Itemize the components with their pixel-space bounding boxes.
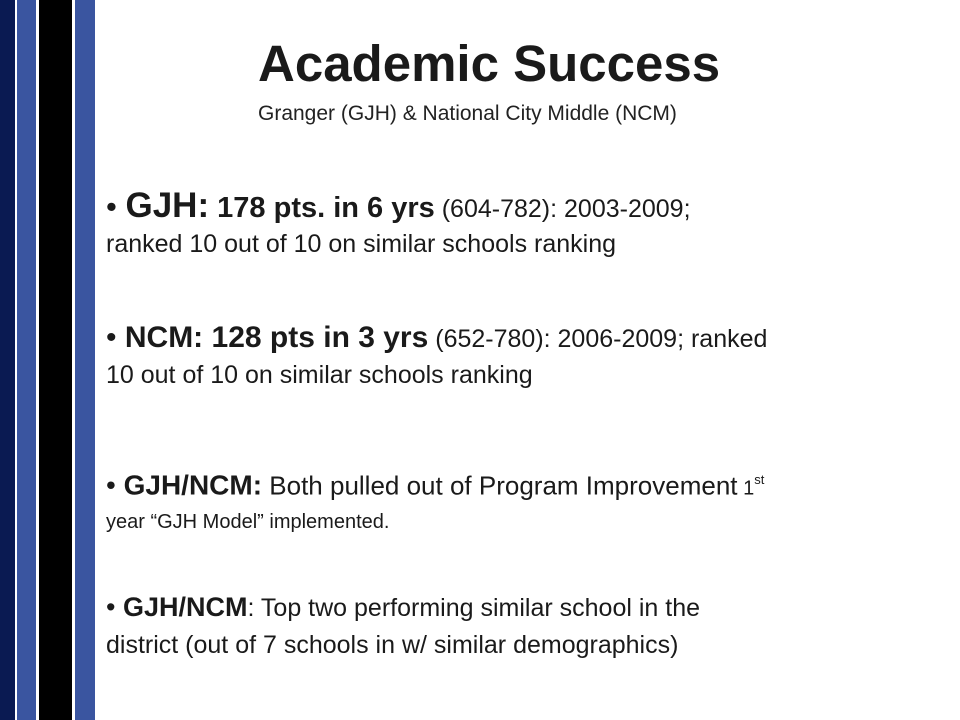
bullet-marker: • — [106, 469, 116, 501]
stripe-navy-1 — [0, 0, 15, 720]
bullet-text: (604-782): 2003-2009; — [434, 195, 691, 223]
bullet-program-improvement — [106, 460, 946, 536]
bullet-lead: GJH: — [125, 186, 210, 225]
stripe-blue-1 — [17, 0, 36, 720]
bullet-text: : Top two performing similar school in the — [247, 594, 700, 622]
bullet-text: Both pulled out of Program Improvement — [262, 470, 738, 501]
bullet-ordinal: 1 — [737, 477, 755, 500]
bullet-lead: GJH/NCM: — [123, 469, 263, 501]
slide-title: Academic Success — [258, 35, 721, 92]
bullet-text: (652-780): 2006-2009; ranked — [428, 325, 768, 353]
bullet-line2: ranked 10 out of 10 on similar schools ranking — [106, 230, 617, 258]
bullet-lead: GJH/NCM — [122, 592, 248, 622]
stripe-black — [39, 0, 72, 720]
bullet-gjh-points — [106, 186, 946, 259]
bullet-line2: year “GJH Model” implemented. — [106, 511, 390, 534]
slide-subtitle: Granger (GJH) & National City Middle (NCM) — [258, 102, 677, 125]
bullet-line2: district (out of 7 schools in w/ similar demographics) — [106, 631, 679, 659]
bullet-ncm-points — [106, 318, 946, 391]
bullet-ordinal-suffix: st — [754, 472, 765, 487]
bullet-bold-text: 178 pts. in 6 yrs — [209, 192, 435, 224]
bullet-marker: • — [106, 321, 117, 354]
bullet-line2: 10 out of 10 on similar schools ranking — [106, 361, 533, 389]
bullet-marker: • — [106, 189, 117, 224]
bullet-lead: NCM: 128 pts in 3 yrs — [124, 321, 429, 354]
bullet-top-performing — [106, 587, 946, 662]
bullet-marker: • — [106, 592, 116, 622]
stripe-blue-2 — [75, 0, 95, 720]
